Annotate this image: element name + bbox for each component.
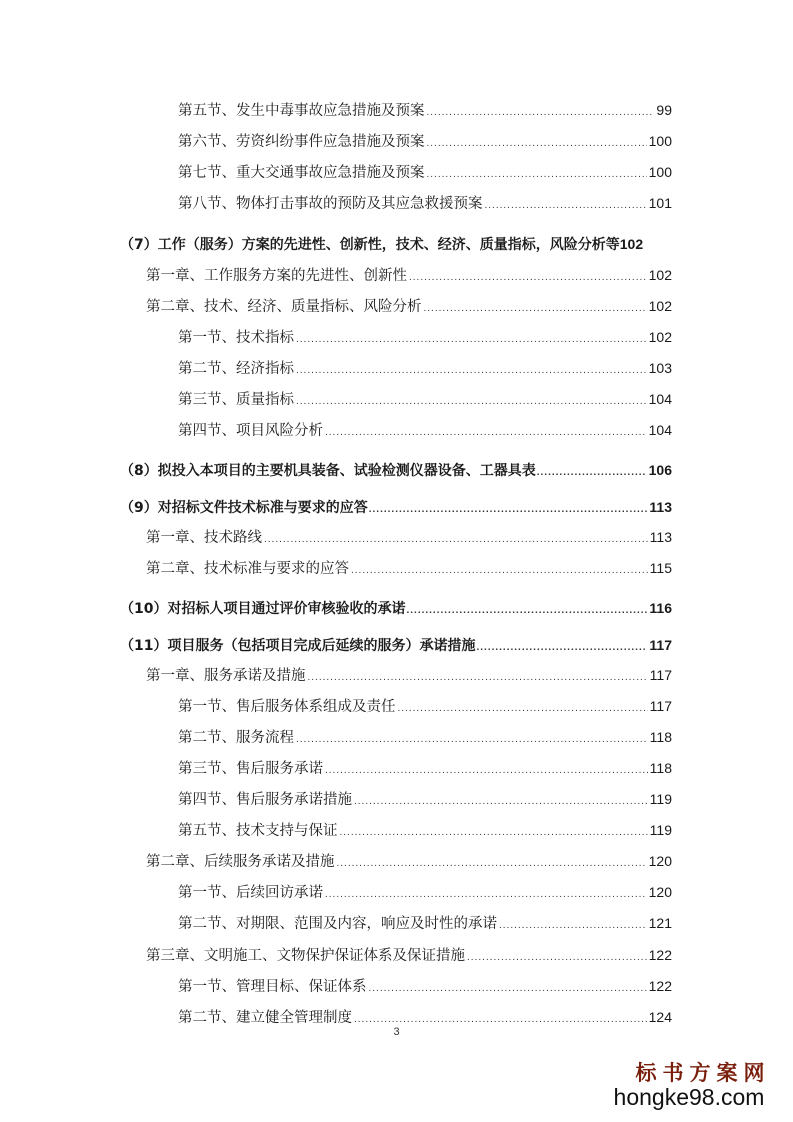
- toc-dot-leader: [340, 821, 648, 845]
- toc-entry-page: 113: [649, 499, 672, 515]
- toc-entry-page: 99: [656, 102, 672, 118]
- toc-entry-page: 117: [649, 698, 672, 714]
- toc-entry[interactable]: [178, 880, 672, 904]
- toc-entry-title: 第一节、管理目标、保证体系: [178, 979, 367, 995]
- toc-entry[interactable]: [146, 556, 672, 580]
- toc-entry-title: 第一节、售后服务体系组成及责任: [178, 699, 396, 715]
- toc-entry-page: 117: [649, 667, 672, 683]
- page-number: 3: [393, 1026, 400, 1038]
- toc-entry-page: 120: [648, 884, 672, 900]
- toc-entry-title: 第三节、售后服务承诺: [178, 761, 323, 777]
- toc-entry-title: 第三节、质量指标: [178, 392, 294, 408]
- toc-entry-page: 102: [648, 298, 672, 314]
- toc-entry-page: 117: [649, 637, 672, 653]
- toc-entry-page: 102: [648, 267, 672, 283]
- toc-dot-leader: [369, 977, 647, 1001]
- toc-entry-page: 106: [648, 462, 672, 478]
- toc-entry[interactable]: [178, 98, 672, 122]
- toc-dot-leader: [427, 101, 655, 125]
- toc-entry[interactable]: [178, 974, 672, 998]
- toc-entry-page: 122: [648, 947, 672, 963]
- toc-entry[interactable]: [178, 787, 672, 811]
- toc-entry-title: （9）对招标文件技术标准与要求的应答: [120, 500, 368, 516]
- toc-entry[interactable]: [178, 911, 672, 935]
- toc-entry-title: （10）对招标人项目通过评价审核验收的承诺: [120, 601, 406, 617]
- toc-dot-leader: [499, 914, 647, 938]
- toc-dot-leader: [406, 599, 647, 623]
- toc-dot-leader: [476, 636, 647, 660]
- toc-entry[interactable]: [178, 160, 672, 184]
- toc-entry-title: 第二章、技术、经济、质量指标、风险分析: [146, 299, 422, 315]
- toc-dot-leader: [325, 759, 648, 783]
- toc-entry-page: 119: [649, 822, 672, 838]
- toc-entry[interactable]: [120, 232, 672, 256]
- toc-dot-leader: [427, 163, 647, 187]
- toc-entry-page: 102: [619, 236, 644, 252]
- toc-entry[interactable]: [146, 263, 672, 287]
- toc-entry-page: 103: [648, 360, 672, 376]
- toc-dot-leader: [296, 328, 647, 352]
- toc-entry-page: 104: [648, 391, 672, 407]
- toc-entry-page: 124: [648, 1009, 672, 1025]
- toc-entry-title: 第一节、技术指标: [178, 330, 294, 346]
- toc-entry[interactable]: [178, 191, 672, 215]
- toc-entry-title: 第四节、售后服务承诺措施: [178, 792, 352, 808]
- toc-entry-title: 第一章、服务承诺及措施: [146, 668, 306, 684]
- watermark-logo: [599, 1062, 779, 1109]
- toc-entry-title: 第二节、经济指标: [178, 361, 294, 377]
- toc-dot-leader: [351, 559, 648, 583]
- toc-entry-title: 第二章、技术标准与要求的应答: [146, 561, 349, 577]
- toc-entry[interactable]: [178, 387, 672, 411]
- toc-entry-page: 121: [648, 915, 672, 931]
- toc-entry-page: 118: [649, 729, 672, 745]
- toc-dot-leader: [485, 194, 647, 218]
- toc-dot-leader: [537, 461, 647, 485]
- toc-entry-page: 101: [648, 195, 672, 211]
- toc-dot-leader: [337, 852, 647, 876]
- toc-entry-title: 第四节、项目风险分析: [178, 423, 323, 439]
- toc-entry[interactable]: [178, 418, 672, 442]
- toc-entry[interactable]: [178, 725, 672, 749]
- toc-entry-page: 116: [649, 600, 672, 616]
- toc-entry[interactable]: [178, 356, 672, 380]
- toc-entry-title: 第一章、技术路线: [146, 530, 262, 546]
- toc-entry-title: （8）拟投入本项目的主要机具装备、试验检测仪器设备、工器具表: [120, 463, 536, 479]
- toc-entry-page: 113: [649, 529, 672, 545]
- toc-dot-leader: [398, 697, 648, 721]
- toc-entry[interactable]: [146, 525, 672, 549]
- watermark-cn: 标书方案网: [635, 1060, 771, 1085]
- toc-entry-page: 119: [649, 791, 672, 807]
- toc-dot-leader: [296, 390, 647, 414]
- toc-dot-leader: [325, 421, 647, 445]
- toc-entry[interactable]: [146, 849, 672, 873]
- toc-entry-page: 100: [648, 133, 672, 149]
- toc-entry-title: 第三章、文明施工、文物保护保证体系及保证措施: [146, 948, 465, 964]
- toc-entry-title: 第一节、后续回访承诺: [178, 885, 323, 901]
- toc-dot-leader: [264, 528, 648, 552]
- toc-dot-leader: [325, 883, 647, 907]
- toc-entry-title: （7）工作（服务）方案的先进性、创新性，技术、经济、质量指标，风险分析等: [120, 237, 620, 253]
- toc-entry-title: 第一章、工作服务方案的先进性、创新性: [146, 268, 407, 284]
- toc-entry-page: 100: [648, 164, 672, 180]
- toc-entry-title: 第五节、发生中毒事故应急措施及预案: [178, 103, 425, 119]
- toc-dot-leader: [369, 498, 648, 522]
- toc-dot-leader: [354, 790, 648, 814]
- toc-entry-page: 115: [649, 560, 672, 576]
- toc-entry[interactable]: [178, 818, 672, 842]
- toc-entry[interactable]: [120, 458, 672, 482]
- toc-entry[interactable]: [178, 694, 672, 718]
- toc-entry[interactable]: [120, 495, 672, 519]
- toc-dot-leader: [467, 946, 647, 970]
- toc-entry-page: 118: [649, 760, 672, 776]
- toc-entry-title: 第五节、技术支持与保证: [178, 823, 338, 839]
- toc-entry[interactable]: [178, 129, 672, 153]
- toc-entry-title: 第二节、对期限、范围及内容，响应及时性的承诺: [178, 916, 497, 932]
- toc-entry-page: 102: [648, 329, 672, 345]
- toc-dot-leader: [296, 728, 648, 752]
- toc-entry[interactable]: [120, 596, 672, 620]
- toc-entry[interactable]: [178, 756, 672, 780]
- toc-dot-leader: [296, 359, 647, 383]
- toc-entry-title: 第二节、建立健全管理制度: [178, 1010, 352, 1026]
- toc-entry-page: 104: [648, 422, 672, 438]
- toc-entry[interactable]: [120, 633, 672, 657]
- toc-entry[interactable]: [146, 663, 672, 687]
- toc-entry[interactable]: [146, 294, 672, 318]
- toc-entry-page: 120: [648, 853, 672, 869]
- toc-dot-leader: [427, 132, 647, 156]
- toc-dot-leader: [424, 297, 647, 321]
- toc-entry-title: 第七节、重大交通事故应急措施及预案: [178, 165, 425, 181]
- toc-entry-title: （11）项目服务（包括项目完成后延续的服务）承诺措施: [120, 638, 476, 654]
- toc-entry-title: 第六节、劳资纠纷事件应急措施及预案: [178, 134, 425, 150]
- toc-entry-page: 122: [648, 978, 672, 994]
- watermark-en: hongke98.com: [613, 1084, 765, 1110]
- toc-dot-leader: [409, 266, 647, 290]
- toc-entry-title: 第八节、物体打击事故的预防及其应急救援预案: [178, 196, 483, 212]
- toc-entry-title: 第二章、后续服务承诺及措施: [146, 854, 335, 870]
- toc-entry[interactable]: [146, 943, 672, 967]
- toc-entry-title: 第二节、服务流程: [178, 730, 294, 746]
- toc-entry[interactable]: [178, 325, 672, 349]
- toc-dot-leader: [308, 666, 648, 690]
